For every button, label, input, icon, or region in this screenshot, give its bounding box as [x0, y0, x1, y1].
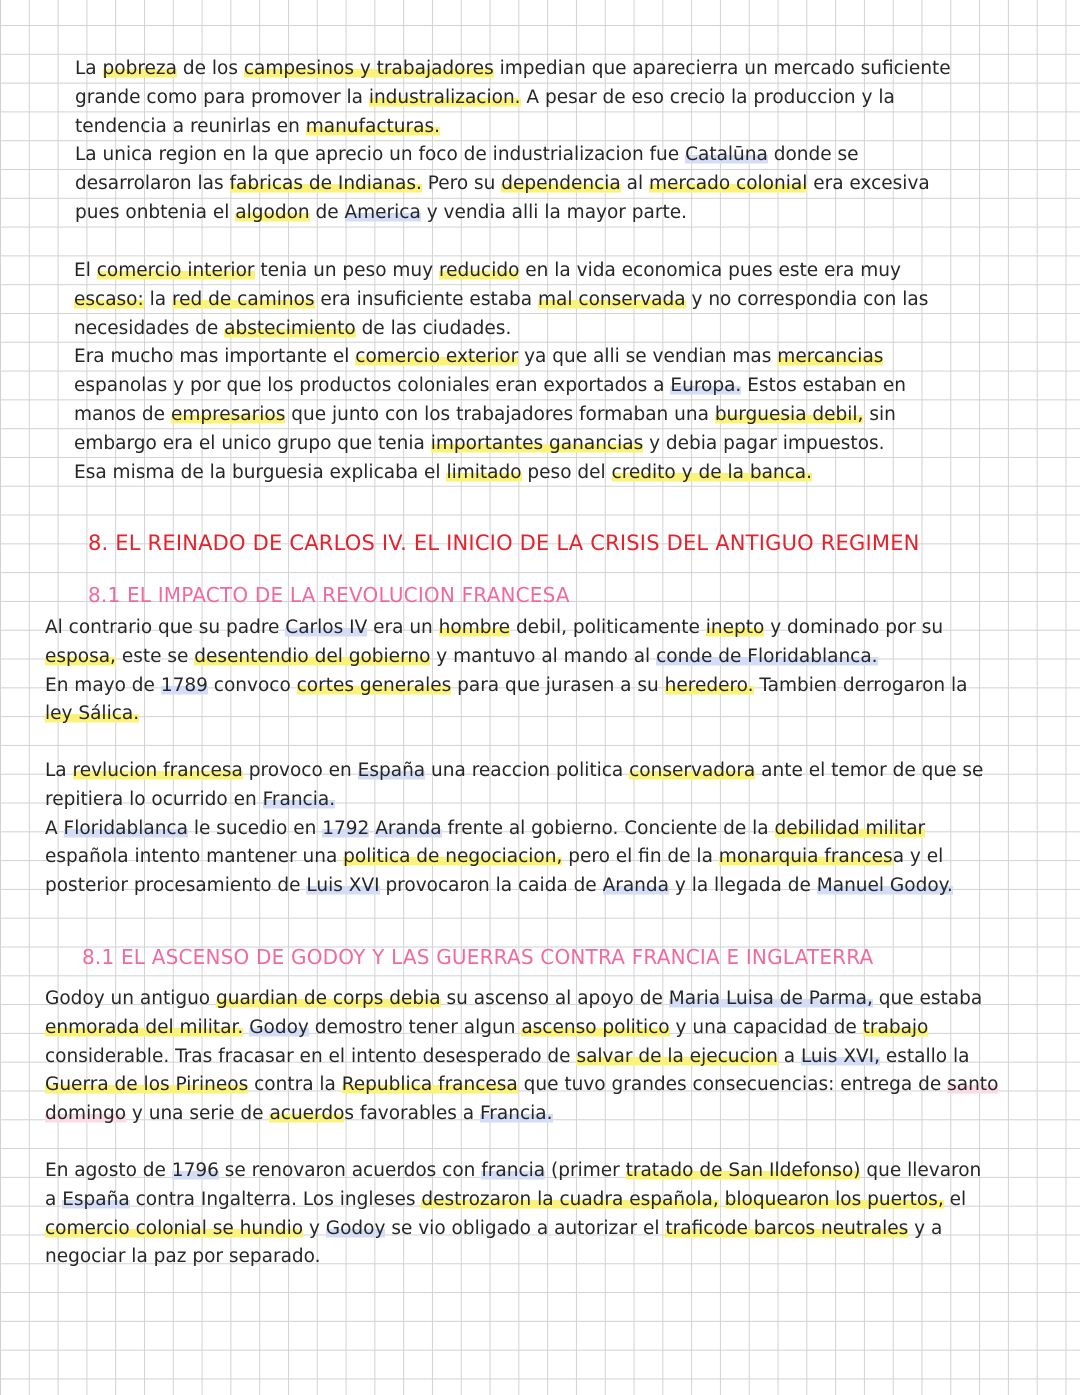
text-segment: necesidades de — [74, 317, 225, 339]
text-segment: que tuvo grandes consecuencias: entrega de — [517, 1074, 948, 1096]
text-segment: pero el fin de la — [562, 846, 719, 868]
highlighted-text: Godoy — [325, 1217, 386, 1239]
text-segment: era un — [367, 617, 439, 638]
subheading-revolucion-francesa: 8.1 EL IMPACTO DE LA REVOLUCION FRANCESA — [88, 583, 570, 607]
text-line — [74, 372, 928, 401]
highlighted-text: trabajo — [862, 1016, 929, 1038]
highlighted-text: industralizacion. — [368, 86, 521, 108]
text-line — [45, 1243, 981, 1272]
text-segment: su ascenso al apoyo de — [440, 988, 669, 1009]
text-segment: La unica region en la que aprecio un foco de industrializacion fue — [75, 144, 686, 166]
highlighted-text: Floridablanca — [63, 817, 188, 839]
text-segment: a — [777, 1045, 801, 1067]
highlighted-text: America — [344, 201, 421, 223]
text-segment — [719, 1189, 725, 1210]
highlighted-text: Europa. — [670, 375, 742, 397]
highlighted-text: España — [357, 760, 426, 781]
text-segment: de las ciudades. — [355, 317, 512, 339]
text-line — [45, 872, 983, 901]
highlighted-text: reducido — [438, 260, 520, 281]
text-segment: debil, politicamente — [510, 617, 706, 638]
text-segment: en la vida economica pues este era muy — [519, 260, 901, 281]
highlighted-text: empresarios — [170, 403, 286, 425]
highlighted-text: monarquia frances — [718, 846, 893, 868]
text-line — [45, 786, 983, 815]
highlighted-text: mercado colonial — [649, 173, 808, 195]
highlighted-text: destrozaron la cuadra española, — [421, 1188, 719, 1210]
highlighted-text: hombre — [438, 617, 511, 638]
highlighted-text: Godoy — [249, 1016, 309, 1038]
text-line — [75, 55, 951, 84]
text-segment: El — [74, 260, 97, 281]
text-segment: En agosto de — [45, 1160, 172, 1181]
highlighted-text: dependencia — [501, 173, 621, 195]
text-segment: española intento mantener una — [45, 846, 344, 868]
text-segment: una reaccion politica — [425, 760, 630, 781]
text-segment: provocaron la caida de — [379, 875, 603, 897]
text-segment: y no correspondia con las — [685, 288, 929, 310]
text-line — [45, 672, 968, 701]
text-line — [75, 141, 951, 170]
highlighted-text: Guerra de los Pirineos — [45, 1074, 249, 1096]
highlighted-text: politica de negociacion, — [343, 846, 563, 868]
highlighted-text: desentendio del gobierno — [194, 645, 431, 667]
text-segment: que llevaron — [860, 1160, 982, 1181]
text-segment: estallo la — [880, 1045, 970, 1067]
highlighted-text: Aranda — [602, 875, 669, 897]
text-segment: que estaba — [872, 988, 983, 1009]
highlighted-text: conde de Floridablanca. — [656, 645, 878, 667]
highlighted-text: Luis XVI, — [800, 1045, 880, 1067]
highlighted-text: fabricas de Indianas. — [229, 173, 422, 195]
text-segment: Godoy un antiguo — [45, 988, 216, 1009]
text-segment: Pero su — [421, 173, 502, 195]
text-line — [75, 84, 951, 113]
text-line — [45, 700, 968, 729]
highlighted-text: limitado — [446, 461, 522, 483]
text-segment: considerable. Tras fracasar en el intento desesperado de — [45, 1045, 577, 1067]
text-line — [45, 1100, 998, 1129]
highlighted-text: inepto — [705, 617, 765, 638]
paragraph-commerce — [74, 257, 928, 487]
text-line — [45, 843, 983, 872]
paragraph-industry — [75, 55, 951, 228]
text-segment: y a — [908, 1217, 943, 1239]
text-line — [45, 643, 968, 672]
text-segment: posterior procesamiento de — [45, 875, 307, 897]
section-heading-8: 8. EL REINADO DE CARLOS IV. EL INICIO DE LA CRISIS DEL ANTIGUO REGIMEN — [88, 531, 920, 555]
text-segment: se renovaron acuerdos con — [218, 1160, 482, 1181]
text-segment: convoco — [207, 674, 297, 696]
text-segment: contra Ingalterra. Los ingleses — [129, 1188, 422, 1210]
text-segment: Esa misma de la burguesia explicaba el — [74, 461, 447, 483]
text-segment: ante el temor de que se — [755, 760, 984, 781]
highlighted-text: algodon — [235, 201, 310, 223]
text-segment: de los — [176, 58, 244, 79]
highlighted-text: comercio colonial se hundio — [45, 1217, 304, 1239]
text-segment: este se — [115, 645, 195, 667]
highlighted-text: Carlos IV — [285, 617, 368, 638]
highlighted-text: pobreza — [102, 58, 177, 79]
text-segment: y mantuvo al mando al — [430, 645, 657, 667]
highlighted-text: 1796 — [171, 1160, 219, 1181]
text-segment: y vendia alli la mayor parte. — [420, 201, 687, 223]
highlighted-text: ley Sálica. — [45, 703, 140, 725]
text-line — [75, 170, 951, 199]
highlighted-text: Aranda — [375, 817, 442, 839]
text-segment: manos de — [74, 403, 171, 425]
text-segment: A pesar de eso crecio la produccion y la — [520, 86, 895, 108]
paragraph-godoy — [45, 985, 998, 1129]
text-line — [74, 257, 928, 286]
text-line — [45, 757, 983, 786]
highlighted-text: credito y de la banca. — [611, 461, 813, 483]
text-segment: frente al gobierno. Conciente de la — [441, 817, 775, 839]
text-line — [74, 343, 928, 372]
text-segment: era excesiva — [807, 173, 930, 195]
highlighted-text: esposa, — [45, 645, 116, 667]
text-segment: Era mucho mas importante el — [74, 346, 356, 368]
text-line — [45, 1071, 998, 1100]
text-segment: para que jurasen a su — [451, 674, 665, 696]
highlighted-text: mercancias — [777, 346, 884, 368]
text-line — [45, 985, 998, 1014]
highlighted-text: revlucion francesa — [72, 760, 243, 781]
highlighted-text: bloquearon los puertos, — [724, 1188, 944, 1210]
highlighted-text: comercio interior — [96, 260, 255, 281]
text-segment: Estos estaban en — [741, 375, 907, 397]
text-segment: Al contrario que su padre — [45, 617, 286, 638]
text-segment: tenia un peso muy — [254, 260, 439, 281]
highlighted-text: domingo — [45, 1103, 127, 1125]
text-segment: sin — [863, 403, 896, 425]
paragraph-carlos-iv — [45, 614, 968, 729]
highlighted-text: manufacturas. — [305, 115, 440, 137]
text-segment: ya que alli se vendian mas — [518, 346, 778, 368]
text-segment: que junto con los trabajadores formaban una — [285, 403, 715, 425]
highlighted-text: Maria Luisa de Parma, — [668, 988, 873, 1009]
paragraph-1796 — [45, 1157, 981, 1272]
text-segment: provoco en — [242, 760, 358, 781]
highlighted-text: Republica francesa — [341, 1074, 518, 1096]
highlighted-text: Catalūna — [685, 144, 768, 166]
text-line — [74, 315, 928, 344]
text-segment: En mayo de — [45, 674, 161, 696]
highlighted-text: burguesia debil, — [714, 403, 864, 425]
text-line — [74, 401, 928, 430]
highlighted-text: comercio exterior — [355, 346, 519, 368]
text-segment: al — [620, 173, 649, 195]
highlighted-text: traficode barcos neutrales — [665, 1217, 909, 1239]
text-segment: donde se — [767, 144, 859, 166]
highlighted-text: guardian de corps debia — [216, 988, 441, 1009]
text-segment: desarrolaron las — [75, 173, 230, 195]
highlighted-text: campesinos y trabajadores — [243, 58, 494, 79]
text-segment: y — [303, 1217, 326, 1239]
highlighted-text: cortes generales — [296, 674, 452, 696]
highlighted-text: debilidad militar — [774, 817, 926, 839]
text-segment: tendencia a reunirlas en — [75, 115, 306, 137]
text-segment: de — [309, 201, 345, 223]
highlighted-text: Francia. — [480, 1103, 553, 1125]
text-segment: La — [45, 760, 73, 781]
text-line — [45, 1215, 981, 1244]
highlighted-text: 1792 — [322, 817, 370, 839]
text-line — [45, 1043, 998, 1072]
text-segment: le sucedio en — [187, 817, 323, 839]
highlighted-text: ascenso politico — [521, 1016, 670, 1038]
text-line — [45, 1186, 981, 1215]
highlighted-text: escaso: — [74, 288, 144, 310]
text-line — [45, 1014, 998, 1043]
text-segment: A — [45, 817, 64, 839]
highlighted-text: abstecimiento — [224, 317, 356, 339]
text-segment: y una capacidad de — [669, 1016, 863, 1038]
highlighted-text: España — [62, 1188, 130, 1210]
highlighted-text: importantes ganancias — [430, 432, 644, 454]
text-segment: y la llegada de — [668, 875, 817, 897]
text-segment: negociar la paz por separado. — [45, 1246, 321, 1268]
text-segment: peso del — [521, 461, 612, 483]
highlighted-text: Manuel Godoy. — [816, 875, 953, 897]
highlighted-text: mal conservada — [538, 288, 686, 310]
highlighted-text: salvar de la ejecucion — [576, 1045, 778, 1067]
highlighted-text: heredero. — [664, 674, 754, 696]
highlighted-text: acuerdo — [269, 1103, 345, 1125]
text-line — [75, 113, 951, 142]
text-line — [74, 286, 928, 315]
text-segment: la — [143, 288, 172, 310]
highlighted-text: conservadora — [629, 760, 756, 781]
highlighted-text: 1789 — [160, 674, 208, 696]
highlighted-text: red de caminos — [171, 288, 315, 310]
text-segment: se vio obligado a autorizar el — [385, 1217, 666, 1239]
text-segment: contra la — [248, 1074, 342, 1096]
text-segment: a y el — [892, 846, 944, 868]
text-segment: a — [45, 1188, 63, 1210]
text-segment: y dominado por su — [764, 617, 944, 638]
text-line — [74, 459, 928, 488]
paragraph-revolucion — [45, 757, 983, 901]
text-segment: embargo era el unico grupo que tenia — [74, 432, 431, 454]
text-segment: el — [943, 1188, 967, 1210]
highlighted-text: enmorada del militar. — [45, 1016, 244, 1038]
text-segment: demostro tener algun — [308, 1016, 522, 1038]
text-line — [45, 614, 968, 643]
text-line — [45, 1157, 981, 1186]
text-line — [75, 199, 951, 228]
subheading-ascenso-godoy: 8.1 EL ASCENSO DE GODOY Y LAS GUERRAS CONTRA FRANCIA E INGLATERRA — [82, 945, 874, 969]
highlighted-text: Francia. — [262, 788, 336, 810]
text-segment: grande como para promover la — [75, 86, 369, 108]
highlighted-text: tratado de San Ildefonso) — [625, 1160, 861, 1181]
text-segment: (primer — [545, 1160, 626, 1181]
text-line — [74, 430, 928, 459]
text-line — [45, 815, 983, 844]
highlighted-text: francia — [481, 1160, 546, 1181]
text-segment: espanolas y por que los productos coloniales eran exportados a — [74, 375, 671, 397]
text-segment: s favorables a — [344, 1103, 480, 1125]
text-segment: La — [75, 58, 103, 79]
highlighted-text: Luis XVI — [306, 875, 380, 897]
text-segment: pues onbtenia el — [75, 201, 236, 223]
highlighted-text: santo — [947, 1074, 999, 1096]
text-segment: y una serie de — [126, 1103, 270, 1125]
text-segment: era insuficiente estaba — [314, 288, 539, 310]
text-segment: impedian que aparecierra un mercado suficiente — [493, 58, 951, 79]
text-segment: Tambien derrogaron la — [753, 674, 968, 696]
text-segment: y debia pagar impuestos. — [643, 432, 885, 454]
text-segment: repitiera lo ocurrido en — [45, 788, 263, 810]
